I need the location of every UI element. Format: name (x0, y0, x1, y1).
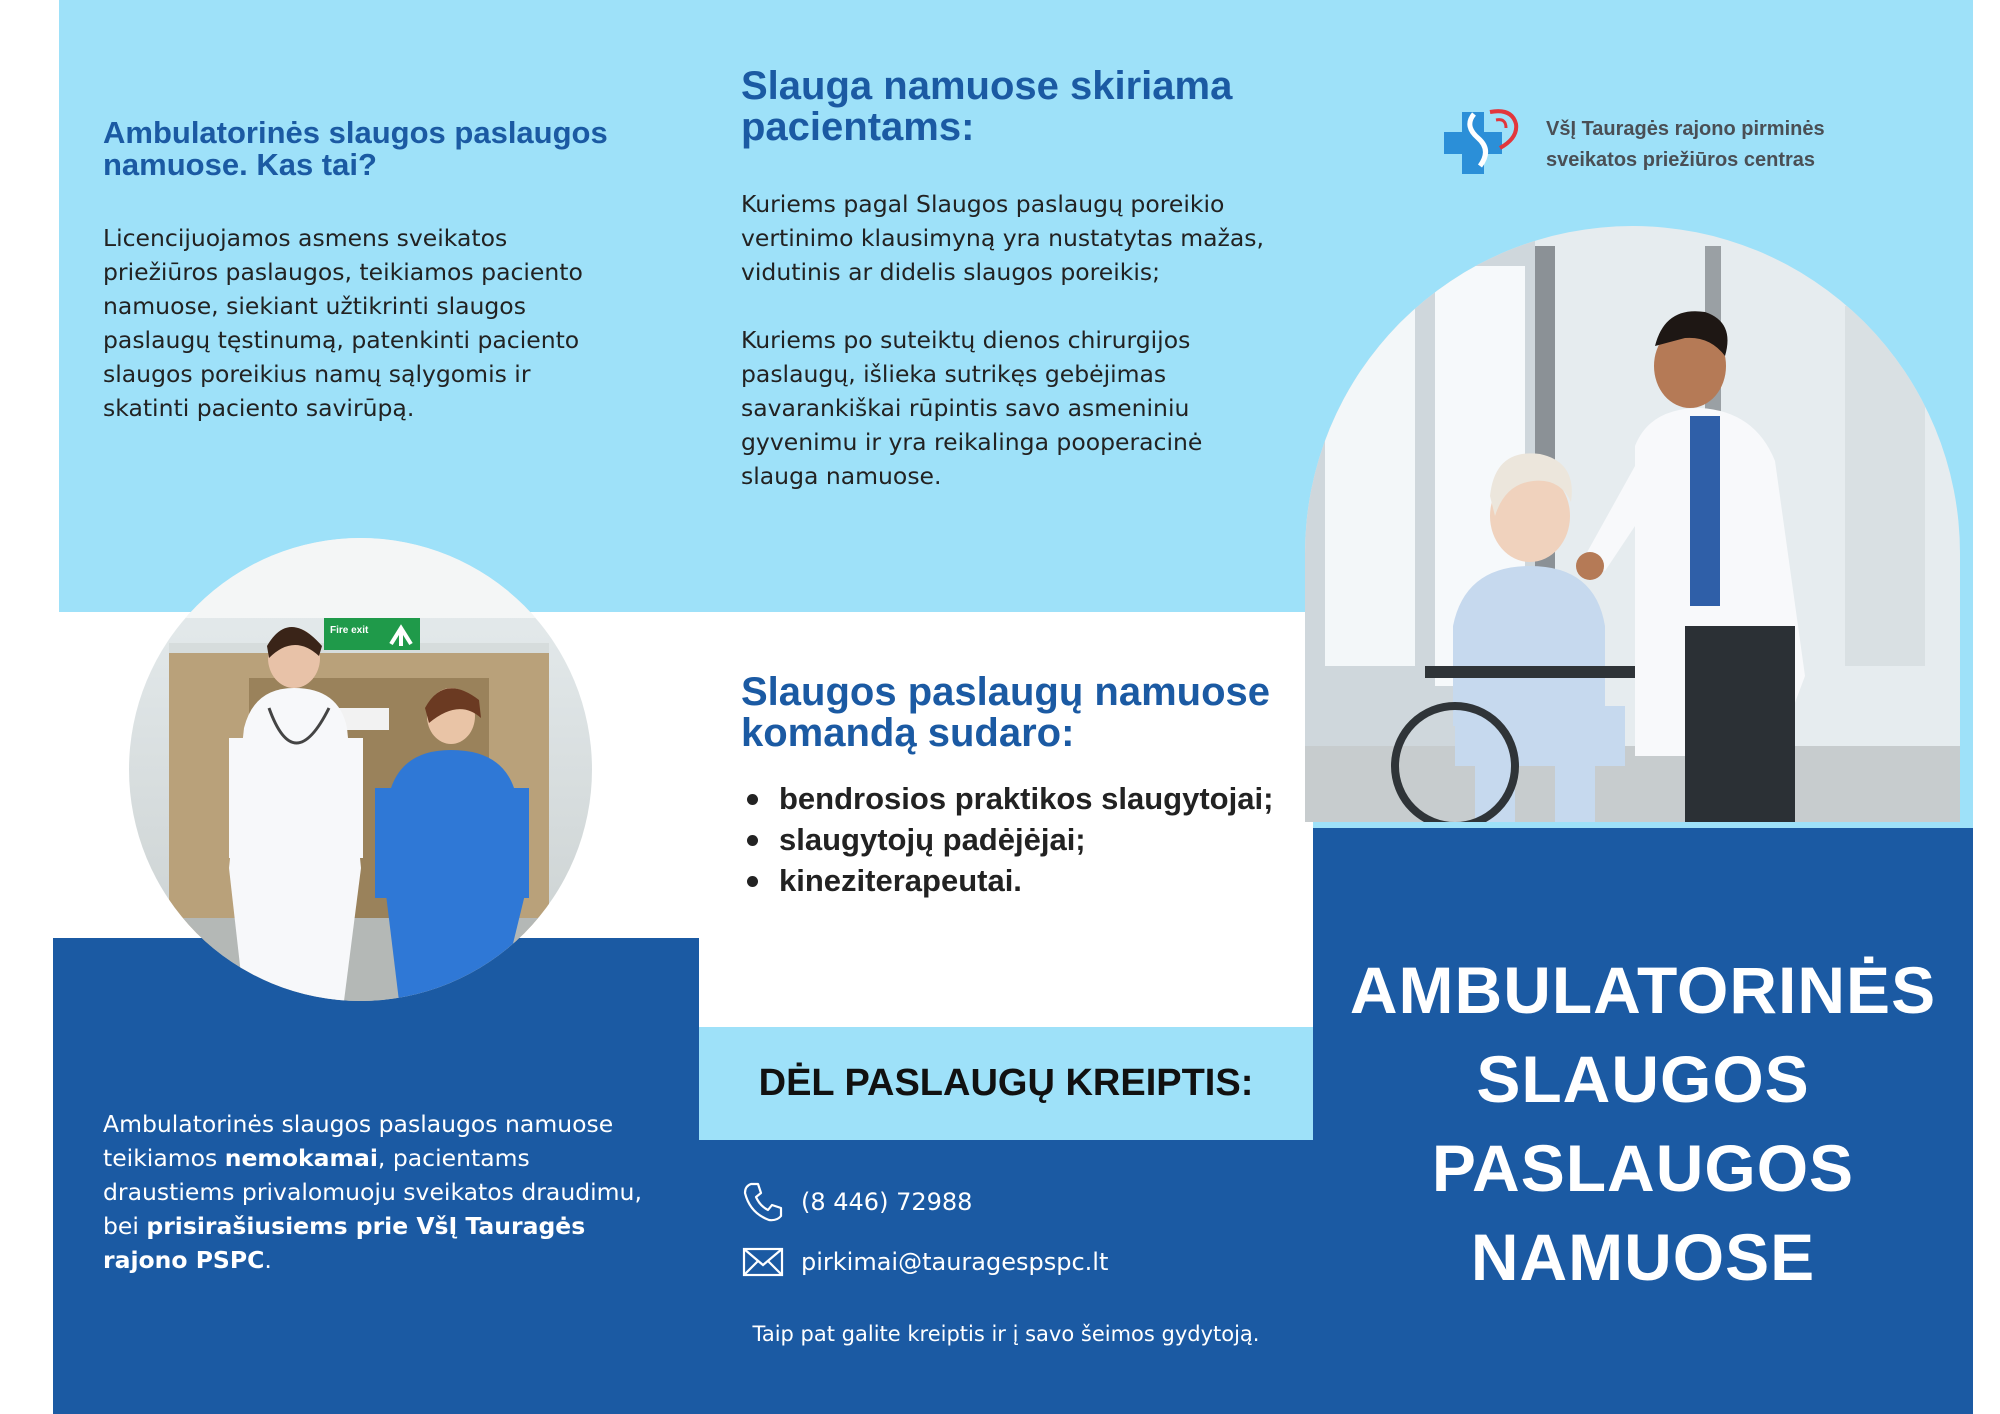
email-address[interactable]: pirkimai@tauragespspc.lt (801, 1248, 1109, 1276)
phone-icon (741, 1180, 785, 1224)
left-bottom-part3: . (264, 1246, 272, 1274)
left-bottom-text (103, 1107, 643, 1277)
email-row[interactable] (741, 1244, 1108, 1280)
envelope-icon (741, 1244, 785, 1280)
bullet-icon (747, 876, 758, 887)
middle-paragraph-2: Kuriems po suteiktų dienos chirurgijos paslaugų, išlieka sutrikęs gebėjimas savarankiškai rūpintis savo asmeniniu gyvenimu ir yra reikalinga pooperacinė slauga namuose. (741, 326, 1203, 490)
list-item: slaugytojų padėjėjai; (741, 819, 1301, 860)
nurses-photo (129, 538, 592, 1001)
left-bottom-bold2: prisirašiusiems prie VšĮ Tauragės rajono PSPC (103, 1212, 586, 1274)
team-list (741, 778, 1301, 901)
left-bottom-bold1: nemokamai (224, 1144, 378, 1172)
team-heading: Slaugos paslaugų namuose komandą sudaro: (741, 670, 1271, 755)
title-line-1: AMBULATORINĖS (1349, 953, 1937, 1027)
org-name-line1: VšĮ Tauragės rajono pirminės (1546, 118, 1825, 140)
title-line-4: NAMUOSE (1470, 1220, 1816, 1294)
list-item: bendrosios praktikos slaugytojai; (741, 778, 1301, 819)
phone-number[interactable]: (8 446) 72988 (801, 1188, 973, 1216)
contact-note: Taip pat galite kreiptis ir į savo šeimos gydytoją. (752, 1322, 1260, 1346)
left-body-text: Licencijuojamos asmens sveikatos priežiūros paslaugos, teikiamos paciento namuose, siekiant užtikrinti slaugos paslaugų tęstinumą, patenkinti paciento slaugos poreikius namų sąlygomis ir skatinti paciento savirūpą. (103, 224, 583, 422)
contact-heading: DĖL PASLAUGŲ KREIPTIS: (758, 1062, 1254, 1104)
svg-text:Fire exit: Fire exit (330, 625, 369, 636)
medical-cross-heart-logo-icon (1444, 104, 1522, 178)
left-bottom-part2: , pacientams draustiems privalomuoju sveikatos draudimu, bei (103, 1144, 642, 1240)
main-title (1313, 946, 1973, 1302)
nurses-illustration (129, 538, 592, 1001)
org-name-line2: sveikatos priežiūros centras (1546, 149, 1816, 171)
list-item: kineziterapeutai. (741, 860, 1301, 901)
left-heading: Ambulatorinės slaugos paslaugos namuose. Kas tai? (103, 115, 608, 182)
title-line-3: PASLAUGOS (1431, 1131, 1855, 1205)
fire-exit-sign (324, 618, 420, 650)
org-logo (1444, 104, 1522, 178)
middle-paragraph-1: Kuriems pagal Slaugos paslaugų poreikio vertinimo klausimyną yra nustatytas mažas, vidutinis ar didelis slaugos poreikis; (741, 190, 1264, 286)
bullet-icon (747, 794, 758, 805)
middle-heading: Slauga namuose skiriama pacientams: (741, 64, 1233, 149)
bullet-icon (747, 835, 758, 846)
left-bottom-part1: Ambulatorinės slaugos paslaugos namuose teikiamos (103, 1110, 614, 1172)
phone-row[interactable] (741, 1180, 972, 1224)
title-line-2: SLAUGOS (1476, 1042, 1810, 1116)
org-name (1546, 114, 1876, 176)
